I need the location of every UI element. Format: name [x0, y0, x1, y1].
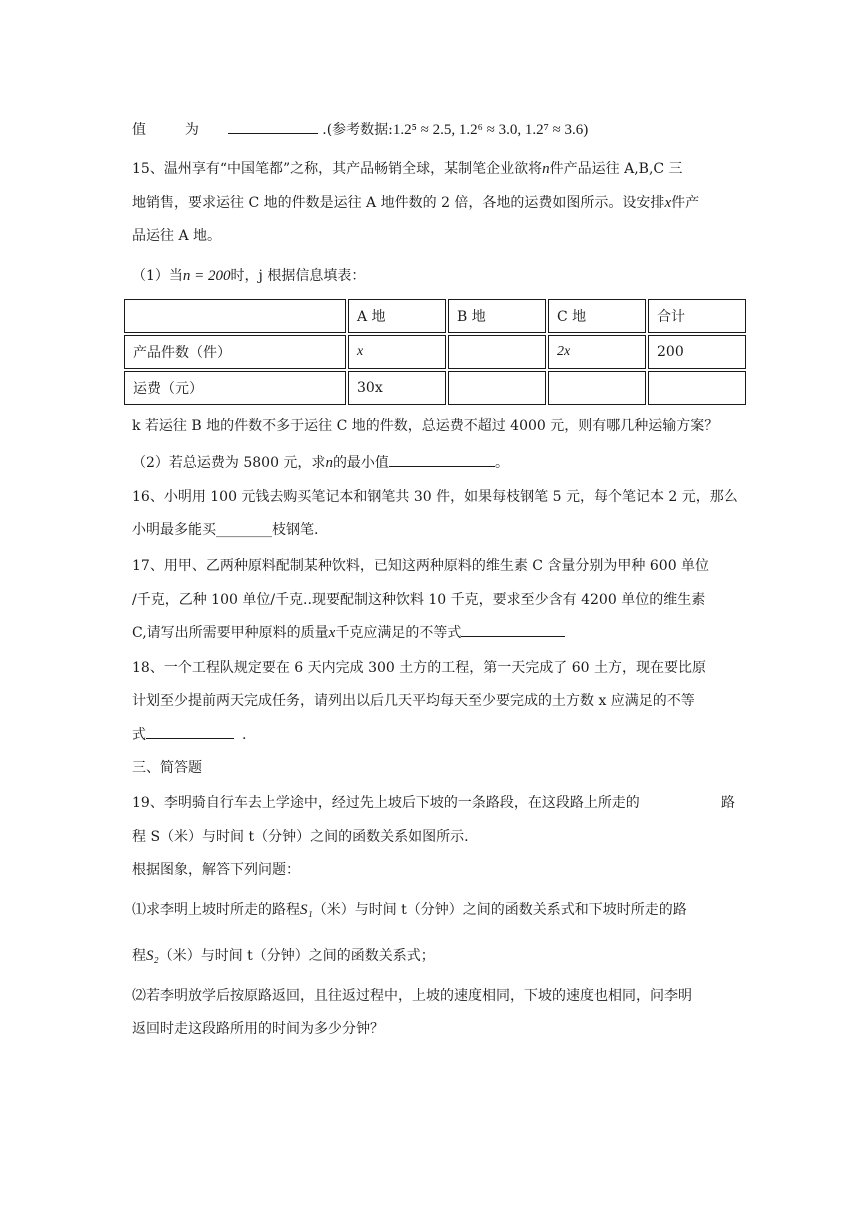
q18-line2: 计划至少提前两天完成任务，请列出以后几天平均每天至少要完成的土方数 x 应满足的不等	[132, 693, 695, 709]
part1-suffix: 时，j 根据信息填表：	[230, 268, 366, 284]
q18-suffix: .	[242, 727, 247, 743]
table-cell: 30x	[348, 371, 446, 405]
variable-x: x	[664, 195, 672, 211]
table-row	[124, 335, 746, 369]
variable-s1: S₁	[300, 902, 313, 918]
variable-s2: S₂	[146, 948, 159, 964]
answer-blank[interactable]: ________	[216, 522, 272, 538]
q15-line1	[132, 159, 683, 179]
q15-text-end: 件产品运往 A,B,C 三	[549, 161, 683, 177]
q19-suffix: （米）与时间 t（分钟）之间的函数关系式和下坡时所走的路	[312, 902, 687, 918]
part1-prefix: （1）当	[132, 268, 183, 284]
part2-end: 。	[494, 455, 509, 471]
table-row-label: 产品件数（件）	[124, 335, 346, 369]
q18-line1: 18、一个工程队规定要在 6 天内完成 300 土方的工程，第一天完成了 60 土方，现在要比原	[132, 660, 706, 676]
for-label: 为	[184, 122, 199, 138]
q14-tail-line	[132, 119, 588, 140]
answer-blank[interactable]	[146, 724, 234, 739]
answer-blank[interactable]	[228, 119, 318, 134]
answer-blank[interactable]	[389, 452, 495, 467]
variable-x: x	[328, 625, 336, 641]
q15-part-k: k 若运往 B 地的件数不多于运往 C 地的件数，总运费不超过 4000 元，则有哪几种运输方案？	[132, 418, 719, 434]
q16-line2	[132, 520, 318, 540]
q19-line2: 程 S（米）与时间 t（分钟）之间的函数关系如图所示.	[132, 829, 469, 845]
reference-prefix: .(参考数据:	[322, 122, 393, 138]
table-cell: x	[348, 335, 446, 369]
table-header-cell: B 地	[448, 299, 546, 333]
q19-line1: 19、李明骑自行车去上学途中，经过先上坡后下坡的一条路段，在这段路上所走的	[132, 795, 640, 811]
table-header-cell: C 地	[548, 299, 646, 333]
q19-line6: ⑵若李明放学后按原路返回，且往返过程中，上坡的速度相同，下坡的速度也相同，问李明	[132, 988, 692, 1004]
table-cell-empty[interactable]	[448, 335, 546, 369]
q15-text: 地销售，要求运往 C 地的件数是运往 A 地件数的 2 倍，各地的运费如图所示。设安排	[132, 195, 665, 211]
part2-suffix: 的最小值	[332, 455, 389, 471]
table-cell-empty[interactable]	[448, 371, 546, 405]
table-cell-empty[interactable]	[548, 371, 646, 405]
condition-math: n = 200	[182, 268, 231, 284]
part2-prefix: （2）若总运费为 5800 元，求	[132, 455, 326, 471]
q15-part2	[132, 452, 509, 473]
q16-suffix: 枝钢笔.	[272, 522, 319, 538]
q19-line3: 根据图象，解答下列问题：	[132, 862, 300, 878]
q15-text: 15、温州享有“中国笔都”之称，其产品畅销全球，某制笔企业欲将	[132, 161, 543, 177]
q17-line1: 17、用甲、乙两种原料配制某种饮料，已知这两种原料的维生素 C 含量分别为甲种 600 单位	[132, 558, 710, 574]
q19-line5	[132, 946, 435, 966]
table-cell: 200	[648, 335, 746, 369]
q15-line2	[132, 193, 699, 213]
q17-suffix: 千克应满足的不等式	[335, 625, 462, 641]
q15-text-end: 件产	[671, 195, 700, 211]
table-header-row	[124, 299, 746, 333]
q19-line1-end: 路	[721, 795, 735, 811]
q18-line3	[132, 724, 246, 745]
table-cell-empty[interactable]	[648, 371, 746, 405]
q16-line1: 16、小明用 100 元钱去购买笔记本和钢笔共 30 件，如果每枝钢笔 5 元，每个笔记本 2 元，那么	[132, 489, 738, 505]
q18-prefix: 式	[132, 727, 146, 743]
table-header-cell: 合计	[648, 299, 746, 333]
section-heading: 三、简答题	[132, 760, 202, 776]
table-header-cell: A 地	[348, 299, 446, 333]
table-header-cell	[124, 299, 346, 333]
q19-suffix: （米）与时间 t（分钟）之间的函数关系式；	[158, 948, 435, 964]
q15-line3: 品运往 A 地。	[132, 228, 222, 244]
q16-prefix: 小明最多能买	[132, 522, 216, 538]
answer-blank[interactable]	[461, 622, 565, 637]
table-row-label: 运费（元）	[124, 371, 346, 405]
value-label: 值	[132, 122, 146, 138]
q19-prefix: ⑴求李明上坡时所走的路程	[132, 902, 300, 918]
q15-part1	[132, 266, 365, 286]
q19-prefix: 程	[132, 948, 146, 964]
table-cell: 2x	[548, 335, 646, 369]
q19-line4	[132, 900, 687, 920]
variable-n: n	[542, 161, 550, 177]
q17-prefix: C,请写出所需要甲种原料的质量	[132, 625, 329, 641]
variable-n: n	[325, 455, 333, 471]
table-row	[124, 371, 746, 405]
q17-line3	[132, 622, 565, 643]
shipping-table	[122, 297, 748, 407]
q19-line7: 返回时走这段路所用的时间为多少分钟？	[132, 1021, 384, 1037]
reference-data: 1.2⁵ ≈ 2.5, 1.2⁶ ≈ 3.0, 1.2⁷ ≈ 3.6)	[392, 122, 589, 138]
q17-line2: /千克，乙种 100 单位/千克..现要配制这种饮料 10 千克，要求至少含有 4200 单位的维生素	[132, 592, 706, 608]
